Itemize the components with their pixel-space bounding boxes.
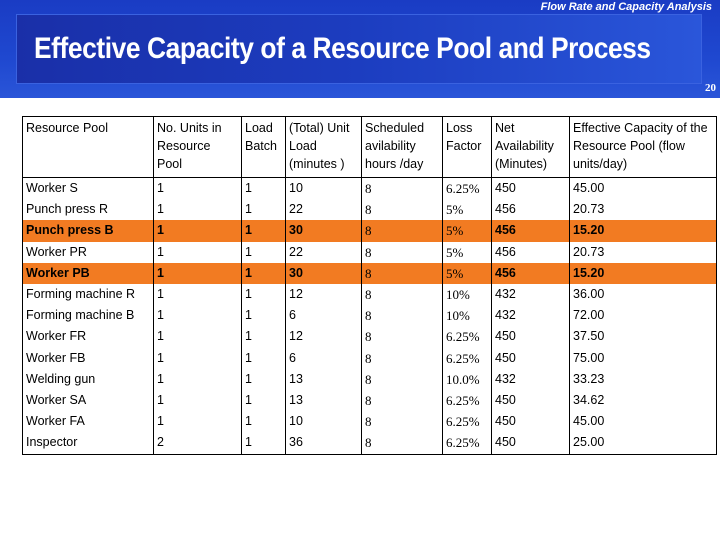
table-row <box>23 432 717 454</box>
cell-effective-capacity: 20.73 <box>570 199 717 220</box>
cell-units: 1 <box>154 369 242 390</box>
table-body <box>23 178 717 455</box>
cell-load-batch: 1 <box>242 199 286 220</box>
cell-loss-factor: 10.0% <box>443 369 492 390</box>
cell-net-availability: 450 <box>492 178 570 200</box>
cell-unit-load: 22 <box>286 242 362 263</box>
cell-units: 1 <box>154 284 242 305</box>
cell-unit-load: 13 <box>286 390 362 411</box>
col-header-effective-capacity: Effective Capacity of the Resource Pool (flow units/day) <box>570 117 717 178</box>
table-row <box>23 369 717 390</box>
cell-scheduled: 8 <box>362 242 443 263</box>
cell-effective-capacity: 33.23 <box>570 369 717 390</box>
cell-resource-pool: Punch press B <box>23 220 154 241</box>
cell-load-batch: 1 <box>242 411 286 432</box>
cell-net-availability: 450 <box>492 432 570 454</box>
cell-units: 1 <box>154 178 242 200</box>
cell-resource-pool: Forming machine B <box>23 305 154 326</box>
table-row <box>23 220 717 241</box>
cell-load-batch: 1 <box>242 263 286 284</box>
cell-net-availability: 450 <box>492 326 570 347</box>
cell-units: 1 <box>154 242 242 263</box>
cell-effective-capacity: 15.20 <box>570 263 717 284</box>
title-box <box>16 14 702 84</box>
cell-unit-load: 30 <box>286 263 362 284</box>
cell-effective-capacity: 45.00 <box>570 411 717 432</box>
cell-loss-factor: 5% <box>443 220 492 241</box>
cell-net-availability: 432 <box>492 369 570 390</box>
cell-scheduled: 8 <box>362 326 443 347</box>
cell-resource-pool: Worker FB <box>23 348 154 369</box>
cell-load-batch: 1 <box>242 220 286 241</box>
cell-resource-pool: Worker FR <box>23 326 154 347</box>
capacity-table <box>22 116 717 455</box>
cell-unit-load: 10 <box>286 178 362 200</box>
cell-units: 1 <box>154 305 242 326</box>
cell-loss-factor: 6.25% <box>443 348 492 369</box>
cell-scheduled: 8 <box>362 199 443 220</box>
table-row <box>23 411 717 432</box>
table-row <box>23 178 717 200</box>
cell-net-availability: 456 <box>492 199 570 220</box>
cell-effective-capacity: 72.00 <box>570 305 717 326</box>
cell-scheduled: 8 <box>362 432 443 454</box>
cell-resource-pool: Worker PB <box>23 263 154 284</box>
cell-scheduled: 8 <box>362 411 443 432</box>
cell-net-availability: 450 <box>492 348 570 369</box>
table-row <box>23 242 717 263</box>
cell-resource-pool: Welding gun <box>23 369 154 390</box>
table-row <box>23 390 717 411</box>
cell-resource-pool: Worker FA <box>23 411 154 432</box>
cell-load-batch: 1 <box>242 305 286 326</box>
cell-units: 1 <box>154 263 242 284</box>
col-header-units: No. Units in Resource Pool <box>154 117 242 178</box>
table-row <box>23 348 717 369</box>
cell-loss-factor: 5% <box>443 199 492 220</box>
cell-resource-pool: Worker PR <box>23 242 154 263</box>
cell-units: 1 <box>154 348 242 369</box>
slide-title: Effective Capacity of a Resource Pool and Process <box>34 32 651 65</box>
cell-load-batch: 1 <box>242 390 286 411</box>
cell-scheduled: 8 <box>362 390 443 411</box>
cell-scheduled: 8 <box>362 220 443 241</box>
cell-loss-factor: 6.25% <box>443 326 492 347</box>
cell-unit-load: 6 <box>286 305 362 326</box>
cell-loss-factor: 10% <box>443 284 492 305</box>
table-row <box>23 263 717 284</box>
cell-effective-capacity: 25.00 <box>570 432 717 454</box>
cell-units: 2 <box>154 432 242 454</box>
cell-effective-capacity: 20.73 <box>570 242 717 263</box>
cell-effective-capacity: 34.62 <box>570 390 717 411</box>
table-header-row <box>23 117 717 178</box>
cell-loss-factor: 6.25% <box>443 390 492 411</box>
cell-net-availability: 432 <box>492 305 570 326</box>
cell-net-availability: 432 <box>492 284 570 305</box>
table-row <box>23 305 717 326</box>
cell-load-batch: 1 <box>242 369 286 390</box>
cell-scheduled: 8 <box>362 263 443 284</box>
cell-effective-capacity: 45.00 <box>570 178 717 200</box>
cell-load-batch: 1 <box>242 432 286 454</box>
cell-scheduled: 8 <box>362 305 443 326</box>
cell-scheduled: 8 <box>362 178 443 200</box>
cell-load-batch: 1 <box>242 178 286 200</box>
col-header-loss-factor: Loss Factor <box>443 117 492 178</box>
cell-scheduled: 8 <box>362 348 443 369</box>
cell-unit-load: 12 <box>286 326 362 347</box>
cell-net-availability: 456 <box>492 242 570 263</box>
col-header-scheduled: Scheduled avilability hours /day <box>362 117 443 178</box>
cell-effective-capacity: 15.20 <box>570 220 717 241</box>
capacity-table-wrap <box>22 116 716 455</box>
cell-units: 1 <box>154 220 242 241</box>
cell-load-batch: 1 <box>242 348 286 369</box>
cell-unit-load: 13 <box>286 369 362 390</box>
cell-resource-pool: Forming machine R <box>23 284 154 305</box>
cell-effective-capacity: 75.00 <box>570 348 717 369</box>
cell-load-batch: 1 <box>242 242 286 263</box>
table-row <box>23 326 717 347</box>
cell-loss-factor: 6.25% <box>443 432 492 454</box>
cell-unit-load: 30 <box>286 220 362 241</box>
cell-resource-pool: Worker SA <box>23 390 154 411</box>
cell-units: 1 <box>154 326 242 347</box>
cell-net-availability: 450 <box>492 411 570 432</box>
cell-units: 1 <box>154 199 242 220</box>
cell-resource-pool: Punch press R <box>23 199 154 220</box>
deck-title: Flow Rate and Capacity Analysis <box>540 1 712 13</box>
cell-units: 1 <box>154 390 242 411</box>
cell-unit-load: 6 <box>286 348 362 369</box>
col-header-load-batch: Load Batch <box>242 117 286 178</box>
cell-unit-load: 36 <box>286 432 362 454</box>
slide-number: 20 <box>705 82 716 94</box>
cell-resource-pool: Worker S <box>23 178 154 200</box>
cell-effective-capacity: 37.50 <box>570 326 717 347</box>
col-header-unit-load: (Total) Unit Load (minutes ) <box>286 117 362 178</box>
cell-loss-factor: 6.25% <box>443 178 492 200</box>
cell-net-availability: 456 <box>492 263 570 284</box>
cell-units: 1 <box>154 411 242 432</box>
table-row <box>23 199 717 220</box>
cell-loss-factor: 5% <box>443 242 492 263</box>
cell-load-batch: 1 <box>242 326 286 347</box>
cell-effective-capacity: 36.00 <box>570 284 717 305</box>
cell-loss-factor: 6.25% <box>443 411 492 432</box>
col-header-resource-pool: Resource Pool <box>23 117 154 178</box>
cell-load-batch: 1 <box>242 284 286 305</box>
cell-loss-factor: 5% <box>443 263 492 284</box>
table-row <box>23 284 717 305</box>
cell-unit-load: 10 <box>286 411 362 432</box>
cell-scheduled: 8 <box>362 369 443 390</box>
cell-net-availability: 450 <box>492 390 570 411</box>
col-header-net-availability: Net Availability (Minutes) <box>492 117 570 178</box>
cell-net-availability: 456 <box>492 220 570 241</box>
cell-scheduled: 8 <box>362 284 443 305</box>
cell-resource-pool: Inspector <box>23 432 154 454</box>
cell-unit-load: 12 <box>286 284 362 305</box>
cell-unit-load: 22 <box>286 199 362 220</box>
cell-loss-factor: 10% <box>443 305 492 326</box>
